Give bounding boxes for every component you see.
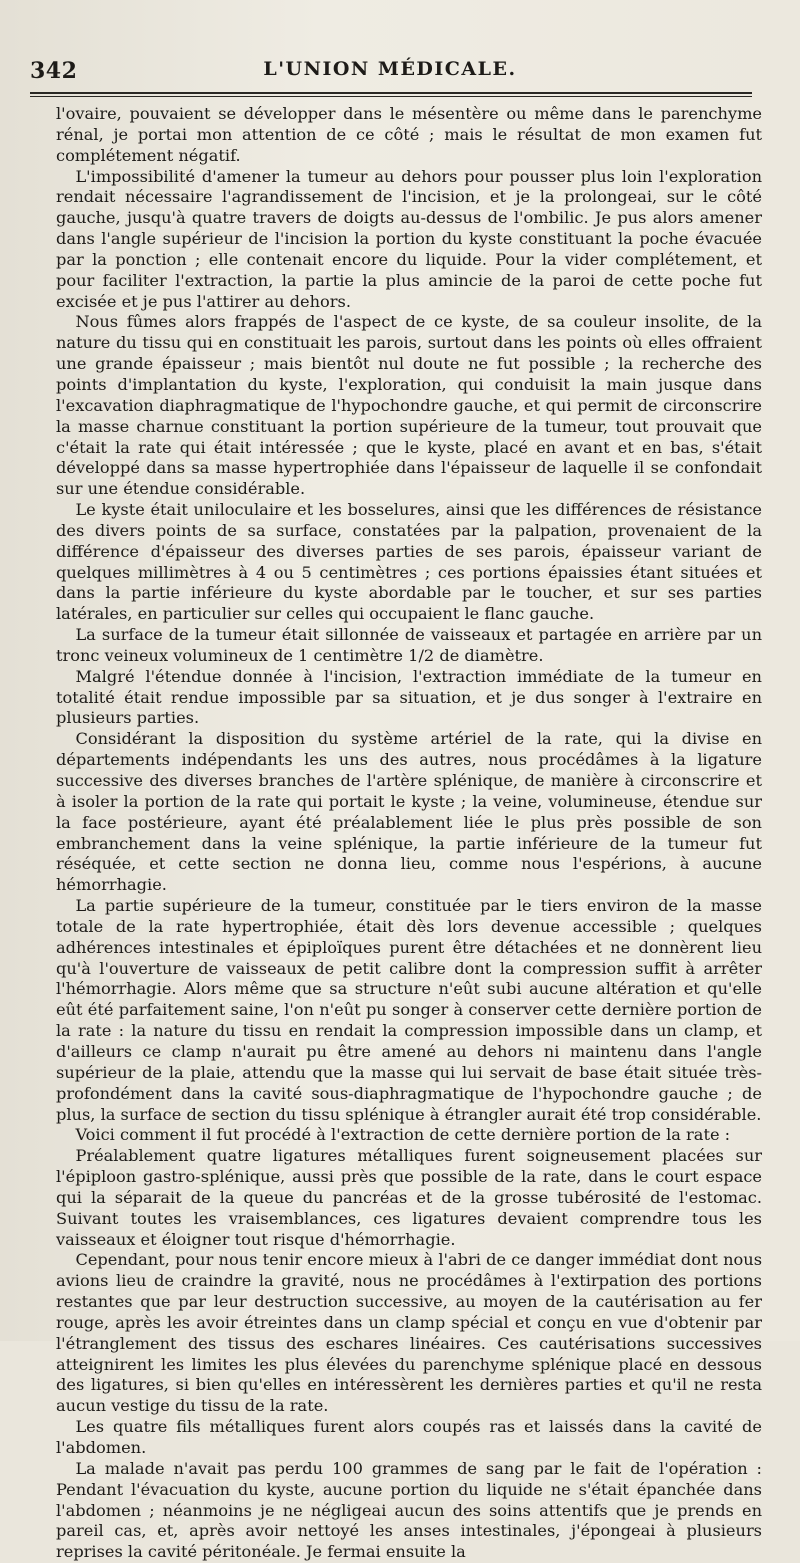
- header-rule-thin: [30, 96, 752, 97]
- paragraph: Malgré l'étendue donnée à l'incision, l'extraction immédiate de la tumeur en totalité était rendue impossible par sa situation, et je dus songer à l'extraire en plusieurs parties.: [56, 666, 762, 728]
- paragraph: Le kyste était uniloculaire et les bosselures, ainsi que les différences de résistance des divers points de sa surface, constatées par la palpation, provenaient de la différence d'épaisseur des diverses parties de ses parois, épaisseur variant de quelques millimètres à 4 ou 5 centimètres ; ces portions épaissies étant situées et dans la partie inférieure du kyste abordable par le toucher, et sur ses parties latérales, en particulier sur celles qui occupaient le flanc gauche.: [56, 500, 762, 624]
- paragraph: La partie supérieure de la tumeur, constituée par le tiers environ de la masse totale de la rate hypertrophiée, était dès lors devenue accessible ; quelques adhérences intestinales et épiploïques purent être détachées et ne donnèrent lieu qu'à l'ouverture de vaisseaux de petit calibre dont la compression suffit à arrêter l'hémorrhagie. Alors même que sa structure n'eût subi aucune altération et qu'elle eût été parfaitement saine, l'on n'eût pu songer à conserver cette dernière portion de la rate : la nature du tissu en rendait la compression impossible dans un clamp, et d'ailleurs ce clamp n'aurait pu être amené au dehors ni maintenu dans l'angle supérieur de la plaie, attendu que la masse qui lui servait de base était située très-profondément dans la cavité sous-diaphragmatique de l'hypochondre gauche ; de plus, la surface de section du tissu splénique à étrangler aurait été trop considérable.: [56, 896, 762, 1124]
- header-rule: [30, 92, 752, 94]
- page-number: 342: [30, 58, 78, 84]
- paragraph: l'ovaire, pouvaient se développer dans le mésentère ou même dans le parenchyme rénal, je portai mon attention de ce côté ; mais le résultat de mon examen fut complétement négatif.: [56, 104, 762, 165]
- page-header: [30, 58, 750, 88]
- paragraph: L'impossibilité d'amener la tumeur au dehors pour pousser plus loin l'exploration rendait nécessaire l'agrandissement de l'incision, et je la prolongeai, sur le côté gauche, jusqu'à quatre travers de doigts au-dessus de l'ombilic. Je pus alors amener dans l'angle supérieur de l'incision la portion du kyste constituant la poche évacuée par la ponction ; elle contenait encore du liquide. Pour la vider complétement, et pour faciliter l'extraction, la partie la plus amincie de la paroi de cette poche fut excisée et je pus l'attirer au dehors.: [56, 166, 762, 311]
- paragraph: Nous fûmes alors frappés de l'aspect de ce kyste, de sa couleur insolite, de la nature du tissu qui en constituait les parois, surtout dans les points où elles offraient une grande épaisseur ; mais bientôt nul doute ne fut possible ; la recherche des points d'implantation du kyste, l'exploration, qui conduisit la main jusque dans l'excavation diaphragmatique de l'hypochondre gauche, et qui permit de circonscrire la masse charnue constituant la portion supérieure de la tumeur, tout prouvait que c'était la rate qui était intéressée ; que le kyste, placé en avant et en bas, s'était développé dans sa masse hypertrophiée dans l'épaisseur de laquelle il se confondait sur une étendue considérable.: [56, 312, 762, 499]
- paragraph: La malade n'avait pas perdu 100 grammes de sang par le fait de l'opération : Pendant l'évacuation du kyste, aucune portion du liquide ne s'était épanchée dans l'abdomen ; néanmoins je ne négligeai aucun des soins attentifs que je prends en pareil cas, et, après avoir nettoyé les anses intestinales, j'épongeai à plusieurs reprises la cavité péritonéale. Je fermai ensuite la: [56, 1458, 762, 1562]
- article-body: [56, 104, 762, 1563]
- running-title: L'UNION MÉDICALE.: [263, 58, 517, 80]
- paragraph: Les quatre fils métalliques furent alors coupés ras et laissés dans la cavité de l'abdomen.: [56, 1417, 762, 1457]
- paragraph: Voici comment il fut procédé à l'extraction de cette dernière portion de la rate :: [75, 1125, 731, 1145]
- paragraph: Cependant, pour nous tenir encore mieux à l'abri de ce danger immédiat dont nous avions lieu de craindre la gravité, nous ne procédâmes à l'extirpation des portions restantes que par leur destruction successive, au moyen de la cautérisation au fer rouge, après les avoir étreintes dans un clamp spécial et conçu en vue d'obtenir par l'étranglement des tissus des eschares linéaires. Ces cautérisations successives atteignirent les limites les plus élevées du parenchyme splénique placé en dessous des ligatures, si bien qu'elles en intéressèrent les dernières parties et qu'il ne resta aucun vestige du tissu de la rate.: [56, 1250, 762, 1416]
- paragraph: Considérant la disposition du système artériel de la rate, qui la divise en départements indépendants les uns des autres, nous procédâmes à la ligature successive des diverses branches de l'artère splénique, de manière à circonscrire et à isoler la portion de la rate qui portait le kyste ; la veine, volumineuse, étendue sur la face postérieure, ayant été préalablement liée le plus près possible de son embranchement dans la veine splénique, la partie inférieure de la tumeur fut réséquée, et cette section ne donna lieu, comme nous l'espérions, à aucune hémorrhagie.: [56, 729, 762, 895]
- paragraph: La surface de la tumeur était sillonnée de vaisseaux et partagée en arrière par un tronc veineux volumineux de 1 centimètre 1/2 de diamètre.: [56, 625, 762, 665]
- paragraph: Préalablement quatre ligatures métalliques furent soigneusement placées sur l'épiploon gastro-splénique, aussi près que possible de la rate, dans le court espace qui la séparait de la queue du pancréas et de la grosse tubérosité de l'estomac. Suivant toutes les vraisemblances, ces ligatures devaient comprendre tous les vaisseaux et éloigner tout risque d'hémorrhagie.: [56, 1146, 762, 1249]
